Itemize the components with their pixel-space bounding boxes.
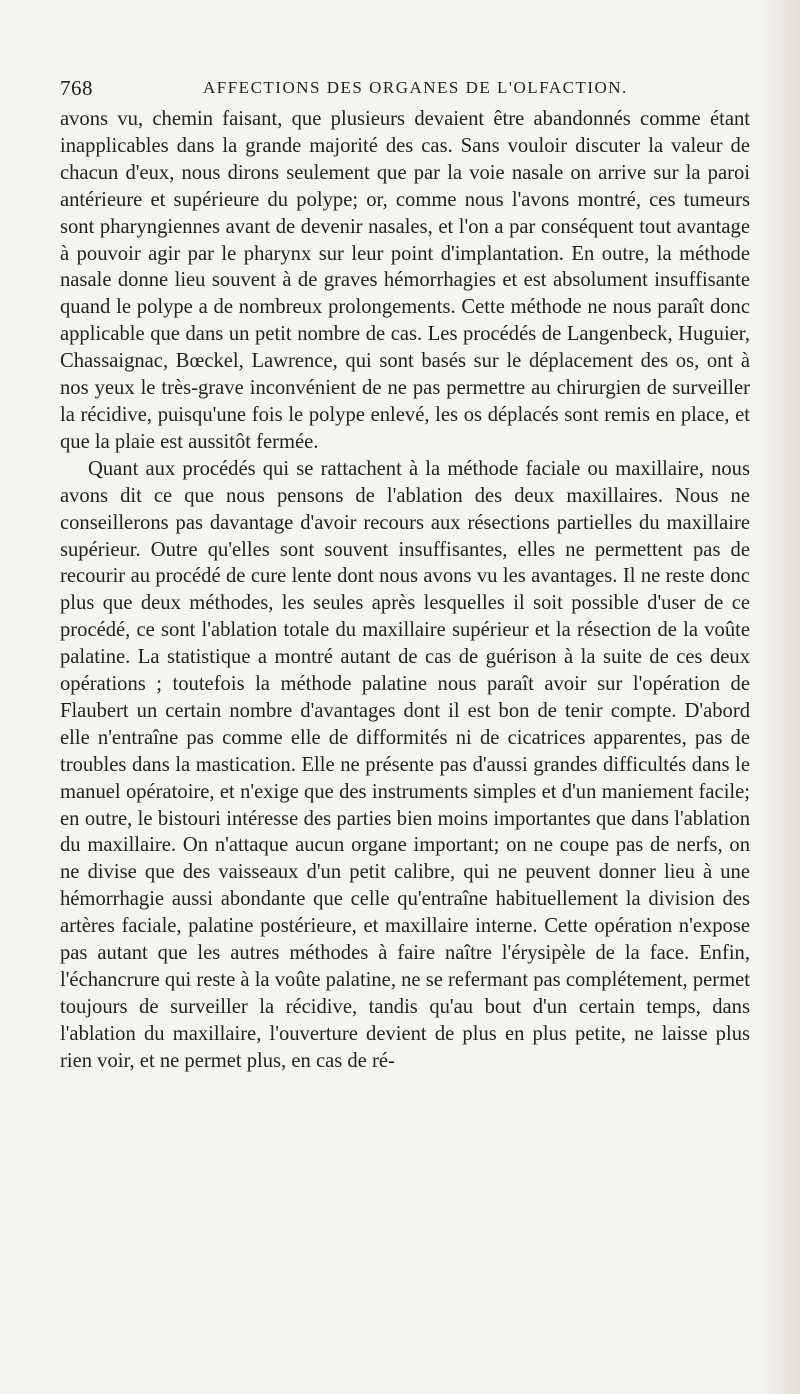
page-header bbox=[60, 76, 740, 106]
paragraph-procedes-faciale: Quant aux procédés qui se rattachent à la méthode faciale ou maxillaire, nous avons dit ce que nous pensons de l'ablation des deux maxillaires. Nous ne conseillerons pas davantage d'avoir recours aux résections partielles du maxillaire supérieur. Outre qu'elles sont souvent insuffisantes, elles ne permettent pas de recourir au procédé de cure lente dont nous avons vu les avantages. Il ne reste donc plus que deux méthodes, les seules après lesquelles il soit possible d'user de ce procédé, ce sont l'ablation totale du maxillaire supérieur et la résection de la voûte palatine. La statistique a montré autant de cas de guérison à la suite de ces deux opérations ; toutefois la méthode palatine nous paraît avoir sur l'opération de Flaubert un certain nombre d'avantages dont il est bon de tenir compte. D'abord elle n'entraîne pas comme elle de difformités ni de cicatrices apparentes, pas de troubles dans la mastication. Elle ne présente pas d'aussi grandes difficultés dans le manuel opératoire, et n'exige que des instruments simples et d'un maniement facile; en outre, le bistouri intéresse des parties bien moins importantes que dans l'ablation du maxillaire. On n'attaque aucun organe important; on ne coupe pas de nerfs, on ne divise que des vaisseaux d'un petit calibre, qui ne peuvent donner lieu à une hémorrhagie aussi abondante que celle qu'entraîne habituellement la division des artères faciale, palatine postérieure, et maxillaire interne. Cette opération n'expose pas autant que les autres méthodes à faire naître l'érysipèle de la face. Enfin, l'échancrure qui reste à la voûte palatine, ne se refermant pas complétement, permet toujours de surveiller la récidive, tandis qu'au bout d'un certain temps, dans l'ablation du maxillaire, l'ouverture devient de plus en plus petite, ne laisse plus rien voir, et ne permet plus, en cas de ré- bbox=[60, 457, 750, 1072]
page-edge-shadow bbox=[760, 0, 800, 1394]
paragraph-continuation: avons vu, chemin faisant, que plusieurs devaient être abandonnés comme étant inapplicables dans la grande majorité des cas. Sans vouloir discuter la valeur de chacun d'eux, nous dirons seulement que par la voie nasale on arrive sur la paroi antérieure et supérieure du polype; or, comme nous l'avons montré, ces tumeurs sont pharyngiennes avant de devenir nasales, et l'on a par conséquent tout avantage à pouvoir agir par le pharynx sur leur point d'implantation. En outre, la méthode nasale donne lieu souvent à de graves hémorrhagies et est absolument insuffisante quand le polype a de nombreux prolongements. Cette méthode ne nous paraît donc applicable que dans un petit nombre de cas. Les procédés de Langenbeck, Huguier, Chassaignac, Bœckel, Lawrence, qui sont basés sur le déplacement des os, ont à nos yeux le très-grave inconvénient de ne pas permettre au chirurgien de surveiller la récidive, puisqu'une fois le polype enlevé, les os déplacés sont remis en place, et que la plaie est aussitôt fermée. bbox=[60, 108, 750, 453]
page-number: 768 bbox=[60, 76, 93, 100]
running-title: AFFECTIONS DES ORGANES DE L'OLFACTION. bbox=[203, 78, 628, 97]
body-text bbox=[60, 106, 750, 1075]
